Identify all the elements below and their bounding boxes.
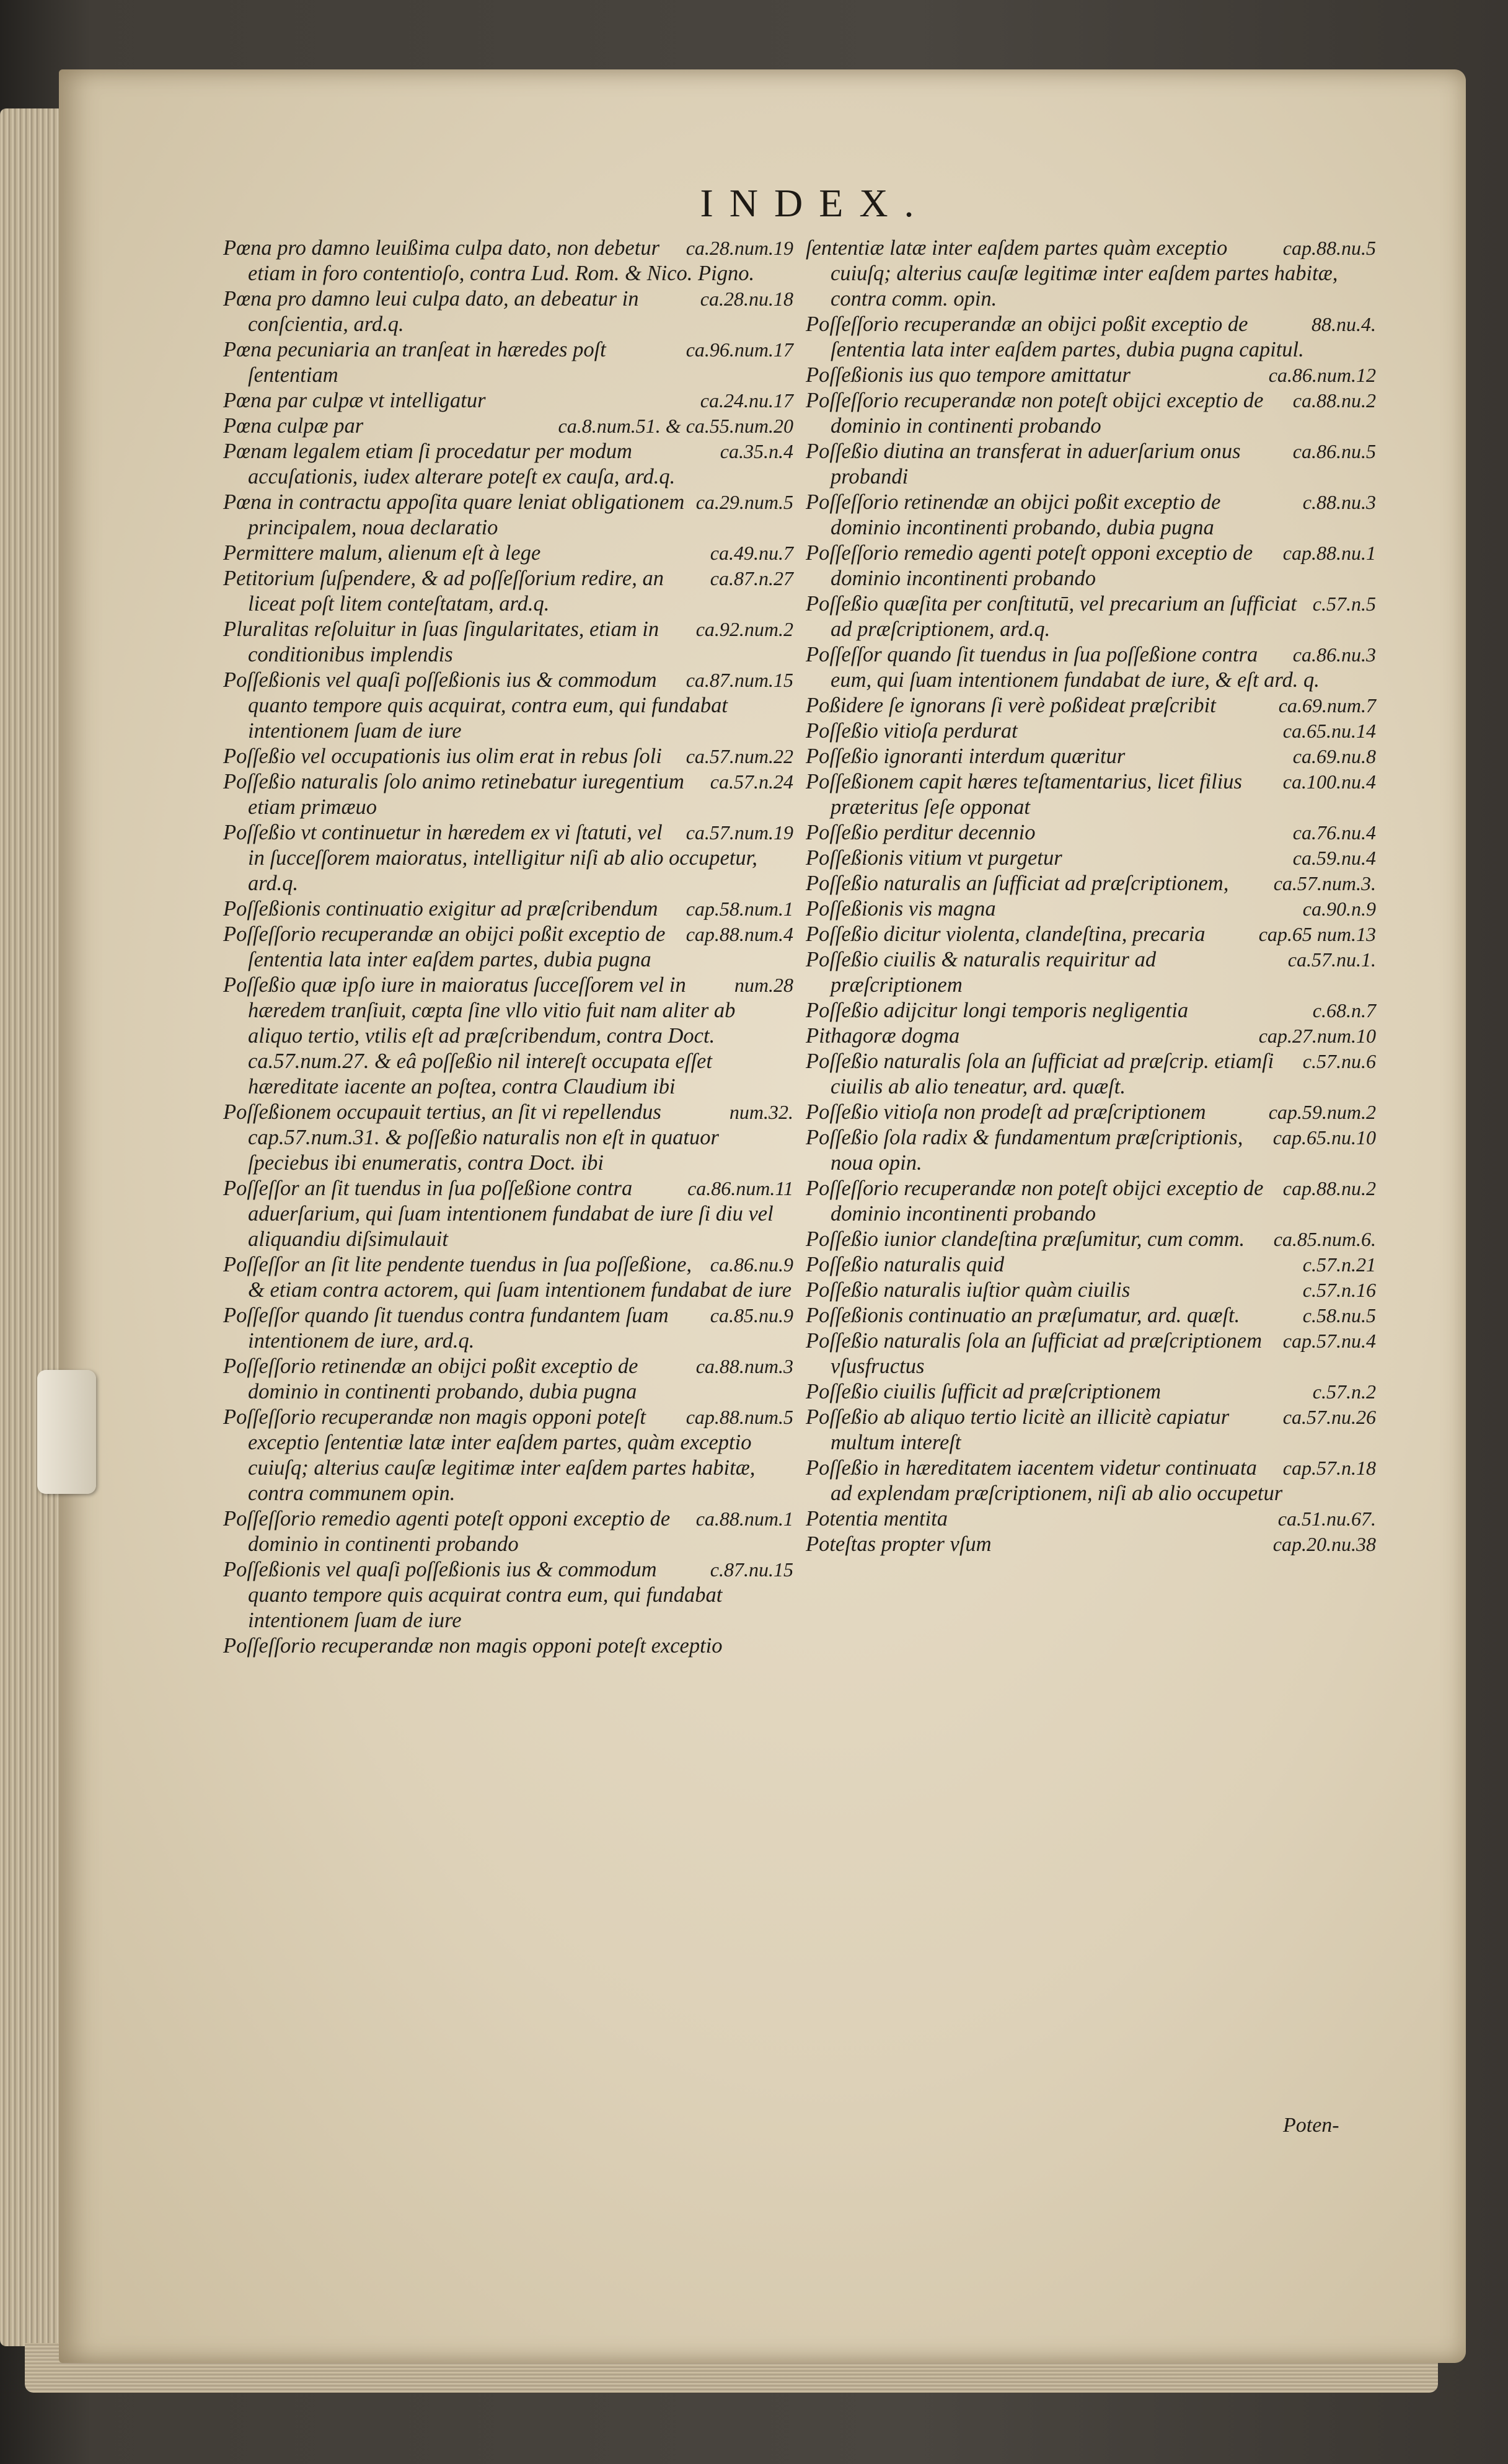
index-entry xyxy=(806,541,1376,591)
entry-text: Pœna par culpæ vt intelligatur xyxy=(223,389,486,412)
entry-text: Pœna pro damno leuißima culpa dato, non debetur etiam in foro contentioſo, contra Lud. Rom. & Nico. Pigno. xyxy=(223,236,755,285)
index-entry xyxy=(806,439,1376,490)
entry-reference: ca.57.num.22 xyxy=(686,745,793,767)
index-entry xyxy=(806,1252,1376,1278)
index-entry xyxy=(806,820,1376,846)
index-entry xyxy=(806,1379,1376,1405)
entry-reference: ca.85.nu.9 xyxy=(710,1304,793,1327)
entry-text: Poſſeßio perditur decennio xyxy=(806,821,1036,844)
entry-reference: c.87.nu.15 xyxy=(710,1558,793,1581)
index-entry xyxy=(806,718,1376,744)
entry-text: Poſſeßio in hæreditatem iacentem videtur continuata ad explendam præſcriptionem, niſi ab alio occupetur xyxy=(806,1456,1283,1505)
entry-reference: cap.59.num.2 xyxy=(1268,1101,1376,1123)
entry-reference: cap.88.num.5 xyxy=(686,1406,793,1428)
index-entry xyxy=(223,541,793,566)
entry-reference: ca.86.num.12 xyxy=(1268,364,1376,386)
entry-text: Pœna pro damno leui culpa dato, an debeatur in conſcientia, ard.q. xyxy=(223,287,639,336)
entry-reference: ca.90.n.9 xyxy=(1302,898,1376,920)
index-entry xyxy=(806,642,1376,693)
index-entry xyxy=(223,1252,793,1303)
entry-reference: ca.69.num.7 xyxy=(1278,694,1376,717)
entry-text: Poſſeſſorio remedio agenti poteſt opponi exceptio de dominio in continenti probando xyxy=(223,1507,671,1556)
index-entry xyxy=(223,769,793,820)
entry-text: Pluralitas reſoluitur in ſuas ſingularitates, etiam in conditionibus implendis xyxy=(223,617,659,666)
index-entry xyxy=(223,896,793,922)
entry-text: Pœna pecuniaria an tranſeat in hæredes poſt ſententiam xyxy=(223,338,606,387)
index-entry xyxy=(223,1303,793,1354)
entry-reference: cap.88.num.4 xyxy=(686,923,793,945)
entry-reference: c.58.nu.5 xyxy=(1302,1304,1376,1327)
index-entry xyxy=(806,1049,1376,1100)
entry-text: Poſſeßionis vis magna xyxy=(806,897,996,921)
entry-text: Poſſeßio vt continuetur in hæredem ex vi ſtatuti, vel in ſucceſſorem maioratus, intelligitur niſi ab alio occupetur, ard.q. xyxy=(223,821,757,895)
entry-reference: c.57.n.5 xyxy=(1312,593,1376,615)
index-entry xyxy=(806,1328,1376,1379)
index-entry xyxy=(223,973,793,1100)
entry-text: Poſſeßio quæſita per conſtitutū, vel precarium an ſufficiat ad præſcriptionem, ard.q. xyxy=(806,592,1297,641)
entry-reference: ca.28.nu.18 xyxy=(700,288,793,310)
entry-text: Poſſeßionis continuatio an præſumatur, ard. quæſt. xyxy=(806,1304,1240,1327)
index-entry xyxy=(223,1405,793,1506)
index-entry xyxy=(806,1227,1376,1252)
entry-reference: ca.57.n.24 xyxy=(710,771,793,793)
index-entry xyxy=(223,286,793,337)
entry-text: ſententiæ latæ inter eaſdem partes quàm exceptio cuiuſq; alterius cauſæ legitimæ inter eaſdem partes habitæ, contra comm. opin. xyxy=(806,236,1338,311)
entry-text: Poſſeßio quæ ipſo iure in maioratus ſucceſſorem vel in hæredem tranſiuit, cœpta ſine vllo vitio fuit nam aliter ab aliquo tertio, vtilis eſt ad præſcribendum, contra Doct. ca.57.num.27. & eâ poſſeßio nil intereſt occupata eſſet hæreditate iacente an poſtea, contra Claudium ibi xyxy=(223,973,736,1098)
entry-reference: c.88.nu.3 xyxy=(1302,491,1376,513)
entry-reference: ca.87.num.15 xyxy=(686,669,793,691)
entry-reference: ca.49.nu.7 xyxy=(710,542,793,564)
entry-text: Poſſeßio dicitur violenta, clandeſtina, precaria xyxy=(806,922,1206,946)
entry-reference: ca.92.num.2 xyxy=(695,618,793,640)
entry-reference: ca.86.nu.3 xyxy=(1292,643,1376,666)
entry-text: Poſſeſſorio recuperandæ an obijci poßit exceptio de ſententia lata inter eaſdem partes, dubia pugna xyxy=(223,922,666,971)
page-tab-marker xyxy=(37,1370,96,1494)
index-entry xyxy=(806,1278,1376,1303)
entry-reference: ca.69.nu.8 xyxy=(1292,745,1376,767)
entry-reference: cap.27.num.10 xyxy=(1258,1025,1376,1047)
index-entry xyxy=(223,490,793,541)
entry-text: Poſſeſſorio recuperandæ non magis opponi poteſt exceptio xyxy=(223,1634,723,1658)
entry-text: Poſſeßionis vel quaſi poſſeßionis ius & commodum quanto tempore quis acquirat, contra eum, qui fundabat intentionem ſuam de iure xyxy=(223,668,728,743)
entry-text: Poſſeßio ciuilis ſufficit ad præſcriptionem xyxy=(806,1380,1162,1403)
index-entry xyxy=(223,1506,793,1557)
entry-text: Poſſeßionis ius quo tempore amittatur xyxy=(806,363,1131,387)
entry-text: Poſſeßio naturalis ſola an ſufficiat ad præſcriptionem vſusfructus xyxy=(806,1329,1262,1378)
entry-reference: ca.85.num.6. xyxy=(1273,1228,1376,1250)
entry-text: Poſſeßio vitioſa perdurat xyxy=(806,719,1018,743)
index-entry xyxy=(806,388,1376,439)
entry-text: Poſſeſſorio retinendæ an obijci poßit exceptio de dominio incontinenti probando, dubia pugna xyxy=(806,490,1221,539)
entry-reference: cap.65 num.13 xyxy=(1258,923,1376,945)
entry-text: Poſſeßio diutina an transferat in aduerſarium onus probandi xyxy=(806,439,1241,488)
index-entry xyxy=(806,769,1376,820)
index-entry xyxy=(223,1176,793,1252)
entry-text: Petitorium ſuſpendere, & ad poſſeſſorium redire, an liceat poſt litem conteſtatam, ard.q. xyxy=(223,567,664,616)
entry-text: Pœnam legalem etiam ſi procedatur per modum accuſationis, iudex alterare poteſt ex cauſa, ard.q. xyxy=(223,439,676,488)
index-entry xyxy=(223,413,793,439)
entry-reference: cap.88.nu.5 xyxy=(1282,237,1376,259)
index-entry xyxy=(806,1176,1376,1227)
entry-text: Poſſeſſor an ſit tuendus in ſua poſſeßione contra aduerſarium, qui ſuam intentionem fundabat de iure ſi diu vel aliquandiu diſsimulauit xyxy=(223,1177,774,1251)
index-entry xyxy=(806,744,1376,769)
entry-text: Poſſeßionem occupauit tertius, an ſit vi repellendus cap.57.num.31. & poſſeßio naturalis non eſt in quatuor ſpeciebus ibi enumeratis, contra Doct. ibi xyxy=(223,1100,719,1175)
entry-reference: ca.65.nu.14 xyxy=(1282,720,1376,742)
index-entry xyxy=(223,439,793,490)
entry-reference: num.32. xyxy=(729,1101,793,1123)
index-entry xyxy=(223,617,793,668)
entry-text: Poſſeßionis vel quaſi poſſeßionis ius & commodum quanto tempore quis acquirat contra eum, qui fundabat intentionem ſuam de iure xyxy=(223,1558,723,1632)
entry-text: Poſſeſſor quando ſit tuendus in ſua poſſeßione contra eum, qui ſuam intentionem fundabat de iure, & eſt ard. q. xyxy=(806,643,1320,692)
entry-reference: ca.29.num.5 xyxy=(695,491,793,513)
index-entry xyxy=(806,591,1376,642)
index-entry xyxy=(223,668,793,744)
entry-reference: num.28 xyxy=(734,974,793,996)
entry-reference: cap.20.nu.38 xyxy=(1272,1533,1376,1555)
entry-reference: ca.24.nu.17 xyxy=(700,389,793,412)
entry-text: Poſſeßionis vitium vt purgetur xyxy=(806,846,1062,870)
entry-text: Poßidere ſe ignorans ſi verè poßideat præſcribit xyxy=(806,694,1216,717)
entry-text: Poſſeßio ſola radix & fundamentum præſcriptionis, noua opin. xyxy=(806,1126,1243,1175)
index-entry xyxy=(806,236,1376,312)
entry-reference: ca.88.num.1 xyxy=(695,1508,793,1530)
entry-text: Potentia mentita xyxy=(806,1507,948,1530)
entry-reference: ca.100.nu.4 xyxy=(1282,771,1376,793)
index-entry xyxy=(223,1557,793,1633)
entry-text: Poſſeſſorio recuperandæ non magis opponi poteſt exceptio ſententiæ latæ inter eaſdem partes, quàm exceptio cuiuſq; alterius cauſæ legitimæ inter eaſdem partes habitæ, contra communem opin. xyxy=(223,1405,756,1505)
entry-reference: c.68.n.7 xyxy=(1312,999,1376,1022)
index-entry xyxy=(223,1633,793,1659)
entry-reference: ca.57.num.3. xyxy=(1273,872,1376,894)
index-entry xyxy=(223,820,793,896)
index-entry xyxy=(806,363,1376,388)
entry-reference: c.57.nu.6 xyxy=(1302,1050,1376,1072)
index-entry xyxy=(806,312,1376,363)
index-entry xyxy=(806,1100,1376,1125)
entry-text: Poſſeßio naturalis an ſufficiat ad præſcriptionem, xyxy=(806,872,1229,895)
entry-text: Poſſeßio naturalis ſolo animo retinebatur iuregentium etiam primæuo xyxy=(223,770,684,819)
entry-reference: ca.59.nu.4 xyxy=(1292,847,1376,869)
entry-reference: ca.51.nu.67. xyxy=(1277,1508,1376,1530)
index-entry xyxy=(806,1023,1376,1049)
entry-text: Permittere malum, alienum eſt à lege xyxy=(223,541,541,565)
entry-reference: ca.96.num.17 xyxy=(686,338,793,361)
index-entry xyxy=(223,744,793,769)
entry-text: Poteſtas propter vſum xyxy=(806,1532,992,1556)
entry-text: Poſſeſſorio recuperandæ an obijci poßit exceptio de ſententia lata inter eaſdem partes, dubia pugna capitul. xyxy=(806,312,1304,361)
entry-text: Poſſeßio adijcitur longi temporis negligentia xyxy=(806,999,1189,1022)
entry-text: Poſſeſſor quando ſit tuendus contra fundantem ſuam intentionem de iure, ard.q. xyxy=(223,1304,669,1353)
entry-text: Poſſeßio iunior clandeſtina præſumitur, cum comm. xyxy=(806,1227,1245,1251)
entry-text: Poſſeßionem capit hæres teſtamentarius, licet filius præteritus ſeſe opponat xyxy=(806,770,1242,819)
entry-text: Pœna in contractu appoſita quare leniat obligationem principalem, noua declaratio xyxy=(223,490,685,539)
entry-reference: ca.88.nu.2 xyxy=(1292,389,1376,412)
entry-text: Pœna culpæ par xyxy=(223,414,364,438)
entry-reference: 88.nu.4. xyxy=(1312,313,1376,335)
entry-reference: cap.57.n.18 xyxy=(1282,1457,1376,1479)
entry-text: Poſſeßio vel occupationis ius olim erat in rebus ſoli xyxy=(223,744,662,768)
entry-text: Poſſeſſorio recuperandæ non poteſt obijci exceptio de dominio incontinenti probando xyxy=(806,1177,1264,1225)
entry-reference: cap.58.num.1 xyxy=(686,898,793,920)
index-entry xyxy=(223,337,793,388)
index-entry xyxy=(806,1532,1376,1557)
entry-reference: ca.28.num.19 xyxy=(686,237,793,259)
entry-reference: cap.88.nu.1 xyxy=(1282,542,1376,564)
entry-reference: ca.57.nu.1. xyxy=(1287,948,1376,971)
index-entry xyxy=(223,566,793,617)
entry-text: Poſſeßio naturalis quid xyxy=(806,1253,1005,1276)
index-entry xyxy=(806,896,1376,922)
index-entry xyxy=(806,693,1376,718)
entry-text: Poſſeßio naturalis iuſtior quàm ciuilis xyxy=(806,1278,1131,1302)
index-entry xyxy=(223,1100,793,1176)
index-entry xyxy=(223,922,793,973)
index-column-left xyxy=(223,236,793,1659)
entry-reference: ca.86.nu.9 xyxy=(710,1253,793,1276)
index-entry xyxy=(806,1455,1376,1506)
index-entry xyxy=(806,846,1376,871)
index-entry xyxy=(806,1506,1376,1532)
entry-reference: c.57.n.16 xyxy=(1302,1279,1376,1301)
entry-reference: ca.86.nu.5 xyxy=(1292,440,1376,462)
entry-reference: ca.88.num.3 xyxy=(695,1355,793,1377)
index-entry xyxy=(806,1303,1376,1328)
index-entry xyxy=(806,1405,1376,1455)
index-entry xyxy=(806,947,1376,998)
index-entry xyxy=(806,1125,1376,1176)
index-entry xyxy=(223,388,793,413)
entry-reference: ca.57.nu.26 xyxy=(1282,1406,1376,1428)
entry-text: Poſſeſſorio remedio agenti poteſt opponi exceptio de dominio incontinenti probando xyxy=(806,541,1253,590)
entry-text: Poſſeſſorio recuperandæ non poteſt obijci exceptio de dominio in continenti probando xyxy=(806,389,1264,438)
entry-reference: ca.87.n.27 xyxy=(710,567,793,590)
index-entry xyxy=(806,998,1376,1023)
entry-text: Poſſeßio vitioſa non prodeſt ad præſcriptionem xyxy=(806,1100,1206,1124)
entry-text: Poſſeßionis continuatio exigitur ad præſcribendum xyxy=(223,897,658,921)
entry-reference: cap.88.nu.2 xyxy=(1282,1177,1376,1199)
entry-text: Poſſeßio ciuilis & naturalis requiritur ad præſcriptionem xyxy=(806,948,1157,997)
entry-reference: ca.76.nu.4 xyxy=(1292,821,1376,844)
entry-reference: ca.86.num.11 xyxy=(687,1177,793,1199)
index-entry xyxy=(806,490,1376,541)
entry-reference: cap.65.nu.10 xyxy=(1272,1126,1376,1149)
page-header: INDEX. xyxy=(700,181,930,225)
entry-reference: ca.8.num.51. & ca.55.num.20 xyxy=(558,415,793,437)
entry-reference: ca.57.num.19 xyxy=(686,821,793,844)
entry-reference: cap.57.nu.4 xyxy=(1282,1330,1376,1352)
entry-text: Poſſeſſor an ſit lite pendente tuendus in ſua poſſeßione, & etiam contra actorem, qui ſuam intentionem fundabat de iure xyxy=(223,1253,792,1302)
entry-text: Poſſeßio naturalis ſola an ſufficiat ad præſcrip. etiamſi ciuilis ab alio teneatur, ard. quæſt. xyxy=(806,1049,1274,1098)
entry-reference: c.57.n.21 xyxy=(1302,1253,1376,1276)
index-entry xyxy=(223,236,793,286)
entry-reference: c.57.n.2 xyxy=(1312,1380,1376,1403)
entry-text: Poſſeßio ab aliquo tertio licitè an illicitè capiatur multum intereſt xyxy=(806,1405,1230,1454)
entry-text: Poſſeßio ignoranti interdum quæritur xyxy=(806,744,1126,768)
index-column-right xyxy=(806,236,1376,1557)
entry-reference: ca.35.n.4 xyxy=(720,440,793,462)
catchword: Poten- xyxy=(1283,2114,1339,2137)
index-entry xyxy=(806,922,1376,947)
index-entry xyxy=(223,1354,793,1405)
entry-text: Poſſeſſorio retinendæ an obijci poßit exceptio de dominio in continenti probando, dubia pugna xyxy=(223,1354,638,1403)
entry-text: Pithagoræ dogma xyxy=(806,1024,960,1048)
index-entry xyxy=(806,871,1376,896)
